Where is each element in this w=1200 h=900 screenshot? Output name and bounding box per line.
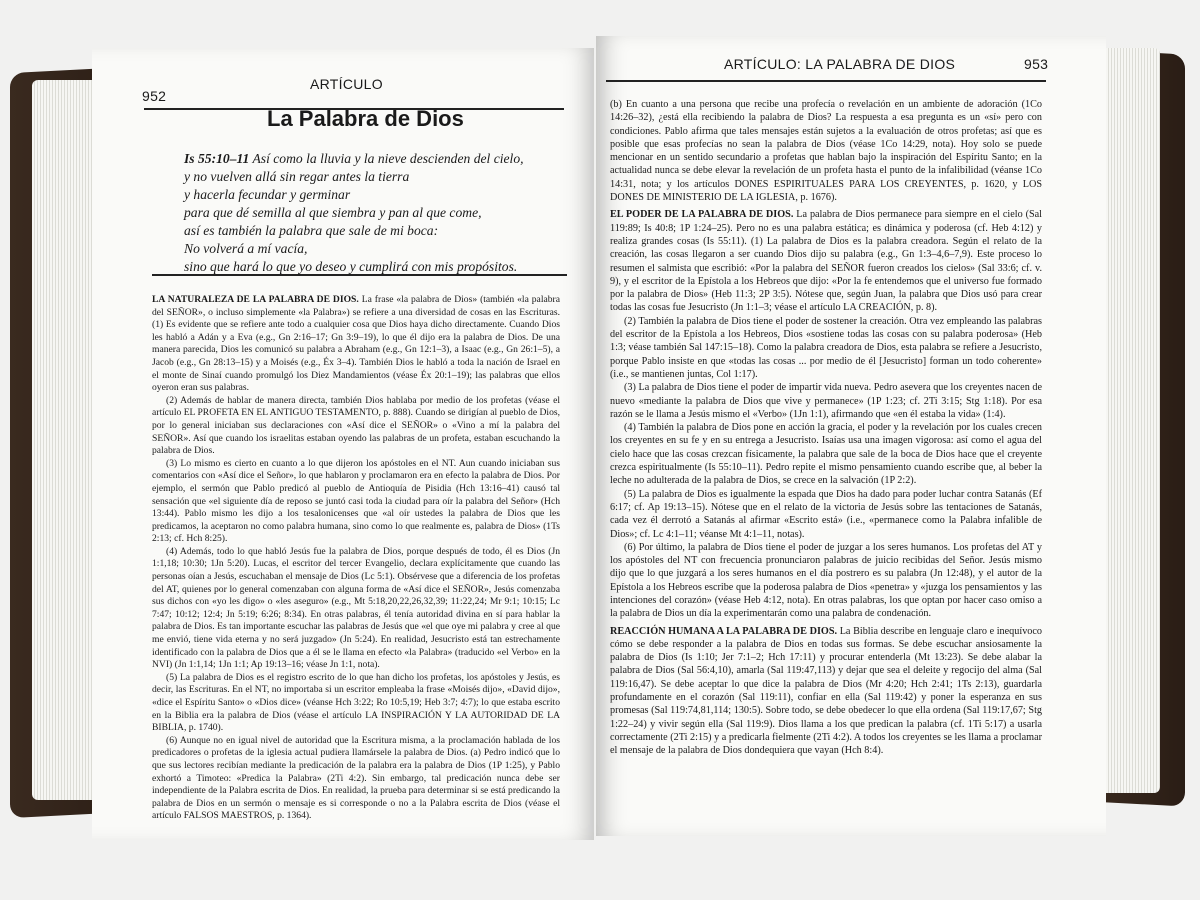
paragraph: (4) Además, todo lo que habló Jesús fue la palabra de Dios, porque después de todo, él es Dios (Jn 1:1,18; 10:30; 1Jn 5:20). Lucas, el escritor del tercer Evangelio, declara explícitamente que cuando las personas oían a Jesús, escuchaban el mensaje de Dios (Lc 5:1). Obsérvese que a diferencia de los profetas del AT, quienes por lo general comenzaban con alguna forma de «Así dice el SEÑOR», Jesús comenzaba sus dichos con «yo les digo» o «les aseguro» (e.g., Mt 5:18,20,22,26,32,39; 11:22,24; Mr 9:1; 10:15; Lc 7:47; 10:12; 12:4; Jn 5:19; 6:26; 8:34). En otras palabras, él tenía autoridad divina en sí para hablar la palabra de Dios. Es tan importante escuchar las palabras de Jesús que «el que oye mi palabra y cree al que me envió, tiene vida eterna y no será juzgado» (Jn 5:24). En realidad, Jesucristo está tan estrechamente identificado con la palabra de Dios que a él se le llama en efecto «la Palabra» (traducido «el Verbo» en la NVI) (Jn 1:1,14; 1Jn 1:1; Ap 19:13–16; véase Jn 1:1, nota). xyxy=(152,545,560,671)
page-number-right: 953 xyxy=(1024,56,1049,72)
verse-line: Así como la lluvia y la nieve descienden del cielo, xyxy=(252,151,524,166)
verse-line: así es también la palabra que sale de mi boca: xyxy=(184,223,439,238)
running-header-left: ARTÍCULO xyxy=(310,76,383,92)
running-header-right: ARTÍCULO: LA PALABRA DE DIOS xyxy=(724,56,956,72)
section-heading: LA NATURALEZA DE LA PALABRA DE DIOS. xyxy=(152,294,359,305)
section-heading: REACCIÓN HUMANA A LA PALABRA DE DIOS. xyxy=(610,625,838,637)
right-page xyxy=(596,36,1106,836)
left-page xyxy=(92,48,594,840)
paragraph: (4) También la palabra de Dios pone en acción la gracia, el poder y la revelación por los cuales crecen los creyentes en su fe y en su entrega a Jesucristo. Isaías usa una imagen vigorosa: así como el agua del cielo hace que las cosas crezcan físicamente, la palabra que sale de la boca de Dios hace que el creyente crezca espiritualmente (Is 55:10–11). Pedro repite el mismo pensamiento cuando escribe que, al beber la leche no adulterada de la palabra de Dios, se crece en la salvación (1P 2:2). xyxy=(610,422,1042,487)
header-rule xyxy=(606,80,1046,82)
page-number-left: 952 xyxy=(142,88,167,104)
verse-line: para que dé semilla al que siembra y pan al que come, xyxy=(184,205,482,220)
paragraph: (5) La palabra de Dios es el registro escrito de lo que han dicho los profetas, los apóstoles y Jesús, es decir, las Escrituras. En el NT, no importaba si un escritor empleaba la frase «Moisés dijo», «David dijo», «dice el Espíritu Santo» o «Dios dice» (véanse Hch 3:22; Ro 10:5,19; Heb 3:7; 4:7); lo que estaba escrito en la Biblia era la palabra de Dios (véase el artículo LA INSPIRACIÓN Y LA AUTORIDAD DE LA BIBLIA, p. 1740). xyxy=(152,671,560,734)
article-body-left xyxy=(152,294,560,823)
paragraph: (6) Aunque no en igual nivel de autoridad que la Escritura misma, a la proclamación hablada de los predicadores o profetas de la iglesia actual pudiera llamársele la palabra de Dios. (a) Pedro indicó que lo que sus lectores recibían mediante la predicación de la palabra era la palabra de Dios (1P 1:25), y Pablo exhortó a Timoteo: «Predica la Palabra» (2Ti 4:2). Sin embargo, tal predicación nunca debe ser independiente de la Palabra escrita de Dios. En realidad, la prueba para determinar si se está predicando la palabra de Dios en un sermón o mensaje es si corresponde o no a la Palabra escrita de Dios (véase el artículo FALSOS MAESTROS, p. 1364). xyxy=(152,734,560,822)
section-heading: EL PODER DE LA PALABRA DE DIOS. xyxy=(610,209,794,221)
paragraph: (3) Lo mismo es cierto en cuanto a lo que dijeron los apóstoles en el NT. Aun cuando iniciaban sus comentarios con «Así dice el Señor», lo que hablaron y proclamaron era en efecto la palabra de Dios. Por ejemplo, el sermón que Pablo predicó al pueblo de Antioquía de Pisidia (Hch 13:16–41) causó tal sensación que «el siguiente día de reposo se juntó casi toda la ciudad para oír la palabra del Señor» (Hch 13:44). Pablo mismo les dijo a los tesalonicenses que «al oír ustedes la palabra de Dios que les predicamos, la aceptaron no como palabra humana, sino como lo que realmente es, palabra de Dios» (1Ts 2:13; cf. Hch 8:25). xyxy=(152,457,560,545)
paragraph: (6) Por último, la palabra de Dios tiene el poder de juzgar a los seres humanos. Los profetas del AT y los apóstoles del NT con frecuencia pronunciaron palabras de juicio recibidas del Señor. Jesús mismo dijo que lo que juzgará a los seres humanos en el día postrero es su palabra (Jn 12:48), y el autor de la Epístola a los Hebreos escribe que la poderosa palabra de Dios «penetra» y «juzga los pensamientos y las intenciones del corazón» (véase Heb 4:12, nota). En otras palabras, los que optan por hacer caso omiso a la palabra de Dios un día la experimentarán como una palabra de condenación. xyxy=(610,541,1042,620)
verse-reference: Is 55:10–11 xyxy=(184,151,250,166)
paragraph: (b) En cuanto a una persona que recibe una profecía o revelación en un ambiente de adoración (1Co 14:26–32), ¿está ella recibiendo la palabra de Dios? La respuesta a esa pregunta es un «sí» pero con condiciones. Pablo afirma que tales mensajes están sujetos a la evaluación de otros profetas; así que es posible que esas profecías no sean la palabra de Dios (véase 1Co 14:29, nota). Hoy solo se puede mencionar en un sentido secundario a profetas que hablan bajo la inspiración del Espíritu Santo; en la actualidad nunca se debe elevar la revelación de un profeta hasta el punto de la infalibilidad (véanse 1Co 14:31, nota; y los artículos DONES ESPIRITUALES PARA LOS CREYENTES, p. 1620, y LOS DONES DE MINISTERIO DE LA IGLESIA, p. 1676). xyxy=(610,99,1042,204)
paragraph: EL PODER DE LA PALABRA DE DIOS. La palabra de Dios permanece para siempre en el cielo (Sal 119:89; Is 40:8; 1P 1:24–25). Pero no es una palabra estática; es dinámica y poderosa (cf. Heb 4:12) y realiza grandes cosas (Is 55:11). (1) La palabra de Dios es la palabra creadora. Según el relato de la creación, las cosas llegaron a ser cuando Dios dijo su palabra (e.g., Gn 1:3–4,6–7,9). Este proceso lo resumen el salmista que escribió: «Por la palabra del SEÑOR fueron creados los cielos» (Sal 33:6; cf. v. 9), y el escritor de la Epístola a los Hebreos que dijo: «Por la fe entendemos que el universo fue formado por la palabra de Dios» (Heb 11:3; 2P 3:5). Nótese que, según Juan, la palabra que Dios usó para crear todas las cosas fue Jesucristo (Jn 1:1–3; véase el artículo LA CREACIÓN, p. 8). xyxy=(610,209,1042,314)
section-rule xyxy=(152,274,567,276)
article-body-right xyxy=(610,98,1042,758)
scripture-quote xyxy=(184,150,524,276)
verse-line: y hacerla fecundar y germinar xyxy=(184,187,351,202)
paragraph: (5) La palabra de Dios es igualmente la espada que Dios ha dado para poder luchar contra Satanás (Ef 6:17; cf. Ap 19:13–15). Nótese que en el relato de la victoria de Jesús sobre las tentaciones de Satanás, cada vez él derrotó a Satanás al afirmar «Escrito está» (i.e., «permanece como la Palabra infalible de Dios»; cf. Lc 4:1–11; véanse Mt 4:1–11, notas). xyxy=(610,488,1042,540)
paragraph: (2) Además de hablar de manera directa, también Dios hablaba por medio de los profetas (véase el artículo EL PROFETA EN EL ANTIGUO TESTAMENTO, p. 888). Cuando se dirigían al pueblo de Dios, por lo general iniciaban sus declaraciones con «Así dice el SEÑOR» o «Vino a mí la palabra del SEÑOR». Así que cuando los israelitas estaban oyendo las palabras de un profeta, estaban escuchando la palabra de Dios. xyxy=(152,394,561,457)
page-edges-right xyxy=(1100,48,1160,793)
paragraph: REACCIÓN HUMANA A LA PALABRA DE DIOS. La Biblia describe en lenguaje claro e inequívoco cómo se debe responder a la palabra de Dios en todas sus formas. Se debe escuchar ansiosamente la palabra de Dios (Is 1:10; Jer 7:1–2; Hch 17:11) y procurar entenderla (Mt 13:23). Se debe alabar la palabra de Dios (Sal 56:4,10), amarla (Sal 119:47,113) y dejar que sea el deleite y regocijo del alma (Sal 119:16,47). Se debe aceptar lo que dice la palabra de Dios (Mr 4:20; Hch 2:41; 1Ts 2:13), guardarla profundamente en el corazón (Sal 119:11), confiar en ella (Sal 119:42) y poner la esperanza en sus promesas (Sal 119:74,81,114; 130:5). Sobre todo, se debe obedecer lo que ella ordena (Sal 119:17,67; Stg 1:22–24) y vivir según ella (Sal 119:9). Dios llama a los que predican la palabra (cf. 1Ti 5:17) a usarla correctamente (2Ti 2:15) y a predicarla fielmente (2Ti 4:2). A todos los creyentes se les llama a proclamar el mensaje de la palabra de Dios dondequiera que vayan (Hch 8:4). xyxy=(610,625,1042,757)
paragraph: (3) La palabra de Dios tiene el poder de impartir vida nueva. Pedro asevera que los creyentes nacen de nuevo «mediante la palabra de Dios que vive y permanece» (1P 1:23; cf. 2Ti 3:15; Stg 1:18). Por esa razón se le llama a Jesús mismo el «Verbo» (1Jn 1:1), afirmando que «en él estaba la vida» (1:4). xyxy=(610,382,1042,420)
verse-line: y no vuelven allá sin regar antes la tierra xyxy=(184,169,410,184)
verse-line: sino que hará lo que yo deseo y cumplirá con mis propósitos. xyxy=(184,259,518,274)
article-title: La Palabra de Dios xyxy=(267,106,464,131)
paragraph: (2) También la palabra de Dios tiene el poder de sostener la creación. Otra vez empleando las palabras del escritor de la Epístola a los Hebreos, Dios «sostiene todas las cosas con su palabra poderosa» (Heb 1:3; véase también Sal 147:15–18). Como la palabra creadora de Dios, esta palabra se refiere a Jesucristo, porque Pablo insiste en que «todas las cosas ... por medio de él [Jesucristo] forman un todo coherente» (i.e., se mantienen juntas, Col 1:17). xyxy=(610,315,1042,380)
verse-line: No volverá a mí vacía, xyxy=(184,241,308,256)
paragraph: LA NATURALEZA DE LA PALABRA DE DIOS. La frase «la palabra de Dios» (también «la palabra del SEÑOR», o incluso simplemente «la Palabra») se refiere a una diversidad de cosas en las Escrituras. (1) Es evidente que se refiere ante todo a cualquier cosa que Dios haya dicho directamente. Cuando Dios les habló a Adán y a Eva (e.g., Gn 2:16–17; Gn 3:9–19), lo que él dijo era la palabra de Dios. De una manera parecida, Dios les comunicó su palabra a Abraham (e.g., Gn 12:1–3), a Isaac (e.g., Gn 26:1–5), a Jacob (e.g., Gn 28:13–15) y a Moisés (e.g., Éx 3–4). También Dios le habló a toda la nación de Israel en el monte de Sinaí cuando promulgó los Diez Mandamientos (véase Éx 20:1–19); las palabras que ellos oyeron eran sus palabras. xyxy=(152,294,560,394)
